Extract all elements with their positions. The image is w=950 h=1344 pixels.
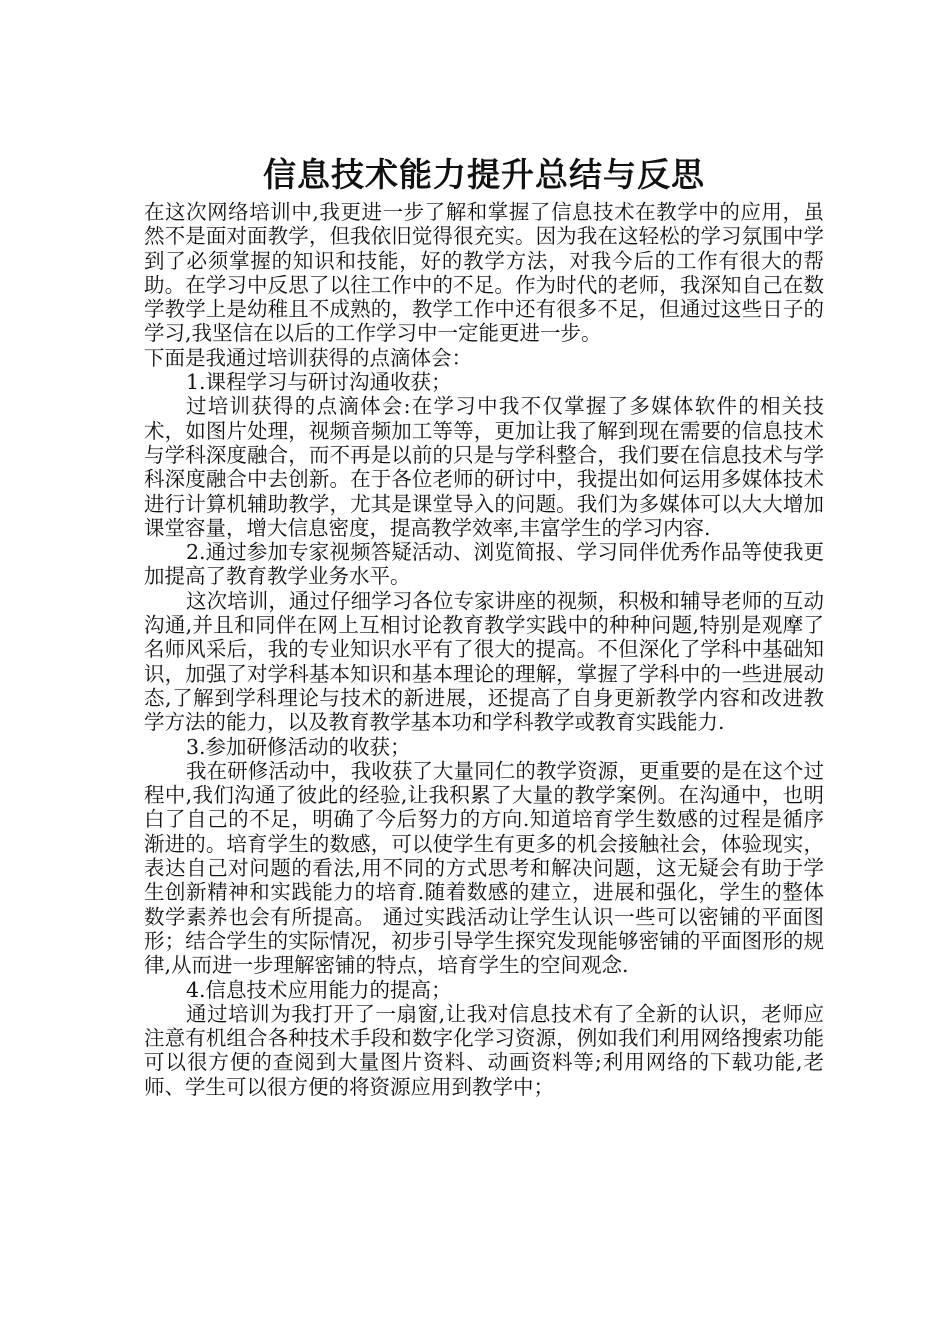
paragraph-section-4: 通过培训为我打开了一扇窗,让我对信息技术有了全新的认识，老师应注意有机组合各种技术手段和数字化学习资源，例如我们利用网络搜索功能可以很方便的查阅到大量图片资料、动画资料等;利用网络的下载功能,老师、学生可以很方便的将资源应用到教学中；	[144, 1001, 824, 1099]
section-heading-1: 1.课程学习与研讨沟通收获；	[186, 370, 452, 395]
paragraph-section-3: 我在研修活动中，我收获了大量同仁的教学资源，更重要的是在这个过程中,我们沟通了彼此的经验,让我积累了大量的教学案例。在沟通中，也明白了自己的不足，明确了今后努力的方向.知道培育学生数感的过程是循序渐进的。培育学生的数感，可以使学生有更多的机会接触社会，体验现实，表达自己对问题的看法,用不同的方式思考和解决问题，这无疑会有助于学生创新精神和实践能力的培育.随着数感的建立，进展和强化，学生的整体数学素养也会有所提高。 通过实践活动让学生认识一些可以密铺的平面图形；结合学生的实际情况，初步引导学生探究发现能够密铺的平面图形的规律,从而进一步理解密铺的特点，培育学生的空间观念.	[144, 758, 824, 978]
paragraph-section-1: 过培训获得的点滴体会:在学习中我不仅掌握了多媒体软件的相关技术，如图片处理，视频音频加工等等，更加让我了解到现在需要的信息技术与学科深度融合，而不再是以前的只是与学科整合，我们要在信息技术与学科深度融合中去创新。在于各位老师的研讨中，我提出如何运用多媒体技术进行计算机辅助教学，尤其是课堂导入的问题。我们为多媒体可以大大增加课堂容量，增大信息密度，提高教学效率,丰富学生的学习内容.	[144, 394, 824, 540]
document-page	[144, 150, 824, 1099]
section-heading-3: 3.参加研修活动的收获；	[186, 734, 411, 759]
page-title: 信息技术能力提升总结与反思	[263, 155, 705, 194]
paragraph-lead-in: 下面是我通过培训获得的点滴体会：	[144, 345, 472, 370]
section-heading-2: 2.通过参加专家视频答疑活动、浏览简报、学习同伴优秀作品等使我更加提高了教育教学业务水平。	[144, 540, 824, 589]
paragraph-intro: 在这次网络培训中,我更进一步了解和掌握了信息技术在教学中的应用，虽然不是面对面教学，但我依旧觉得很充实。因为我在这轻松的学习氛围中学到了必须掌握的知识和技能，好的教学方法，对我今后的工作有很大的帮助。在学习中反思了以往工作中的不足。作为时代的老师，我深知自己在数学教学上是幼稚且不成熟的，教学工作中还有很多不足，但通过这些日子的学习,我坚信在以后的工作学习中一定能更进一步。	[144, 200, 824, 346]
section-heading-4: 4.信息技术应用能力的提高；	[186, 977, 452, 1002]
paragraph-section-2: 这次培训，通过仔细学习各位专家讲座的视频，积极和辅导老师的互动沟通,并且和同伴在网上互相讨论教育教学实践中的种种问题,特别是观摩了名师风采后，我的专业知识水平有了很大的提高。不但深化了学科中基础知识，加强了对学科基本知识和基本理论的理解，掌握了学科中的一些进展动态,了解到学科理论与技术的新进展，还提高了自身更新教学内容和改进教学方法的能力，以及教育教学基本功和学科教学或教育实践能力.	[144, 588, 824, 735]
